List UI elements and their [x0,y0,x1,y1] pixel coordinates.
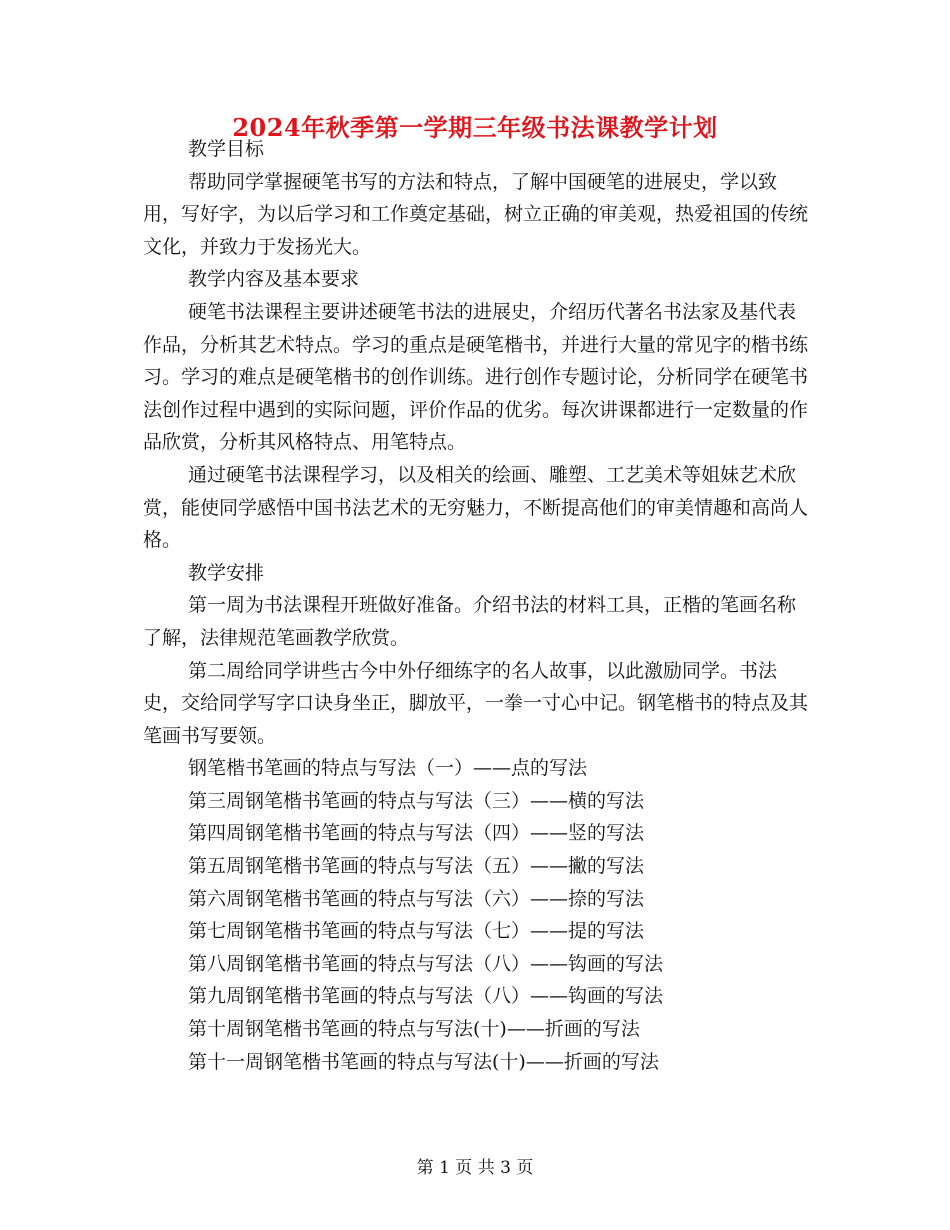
schedule-line: 第五周钢笔楷书笔画的特点与写法（五）——撇的写法 [188,855,645,878]
schedule-line: 第三周钢笔楷书笔画的特点与写法（三）——横的写法 [188,789,645,812]
schedule-line: 钢笔楷书笔画的特点与写法（一）——点的写法 [188,757,588,780]
content-paragraph-1: 硬笔书法课程主要讲述硬笔书法的进展史，介绍历代著名书法家及基代表作品，分析其艺术特点。学习的重点是硬笔楷书，并进行大量的常见字的楷书练习。学习的难点是硬笔楷书的创作训练。进行创作专题讨论，分析同学在硬笔书法创作过程中遇到的实际问题，评价作品的优劣。每次讲课都进行一定数量的作品欣赏，分析其风格特点、用笔特点。 [143,300,809,454]
content-paragraph-2: 通过硬笔书法课程学习，以及相关的绘画、雕塑、工艺美术等姐妹艺术欣赏，能使同学感悟中国书法艺术的无穷魅力，不断提高他们的审美情趣和高尚人格。 [143,463,809,552]
section-heading-goals: 教学目标 [188,138,265,160]
page-title: 2024年秋季第一学期三年级书法课教学计划 [232,113,718,142]
schedule-paragraph-week1: 第一周为书法课程开班做好准备。介绍书法的材料工具，正楷的笔画名称了解，法律规范笔画教学欣赏。 [143,594,797,649]
schedule-paragraph-week2: 第二周给同学讲些古今中外仔细练字的名人故事，以此激励同学。书法史，交给同学写字口诀身坐正，脚放平，一拳一寸心中记。钢笔楷书的特点及其笔画书写要领。 [143,659,809,747]
schedule-line: 第四周钢笔楷书笔画的特点与写法（四）——竖的写法 [188,822,645,845]
section-heading-schedule: 教学安排 [188,561,265,584]
page-footer: 第 1 页 共 3 页 [416,1158,534,1178]
schedule-line: 第六周钢笔楷书笔画的特点与写法（六）——捺的写法 [188,887,645,910]
goals-paragraph: 帮助同学掌握硬笔书写的方法和特点，了解中国硬笔的进展史，学以致用，写好字，为以后学习和工作奠定基础，树立正确的审美观，热爱祖国的传统文化，并致力于发扬光大。 [143,170,809,258]
section-heading-content: 教学内容及基本要求 [188,268,360,291]
schedule-line: 第十一周钢笔楷书笔画的特点与写法(十)——折画的写法 [188,1050,659,1073]
schedule-line: 第八周钢笔楷书笔画的特点与写法（八）——钩画的写法 [188,952,664,975]
schedule-line: 第十周钢笔楷书笔画的特点与写法(十)——折画的写法 [188,1018,640,1041]
schedule-line: 第九周钢笔楷书笔画的特点与写法（八）——钩画的写法 [188,985,664,1008]
schedule-line: 第七周钢笔楷书笔画的特点与写法（七）——提的写法 [188,920,645,943]
document-body [143,133,813,1078]
